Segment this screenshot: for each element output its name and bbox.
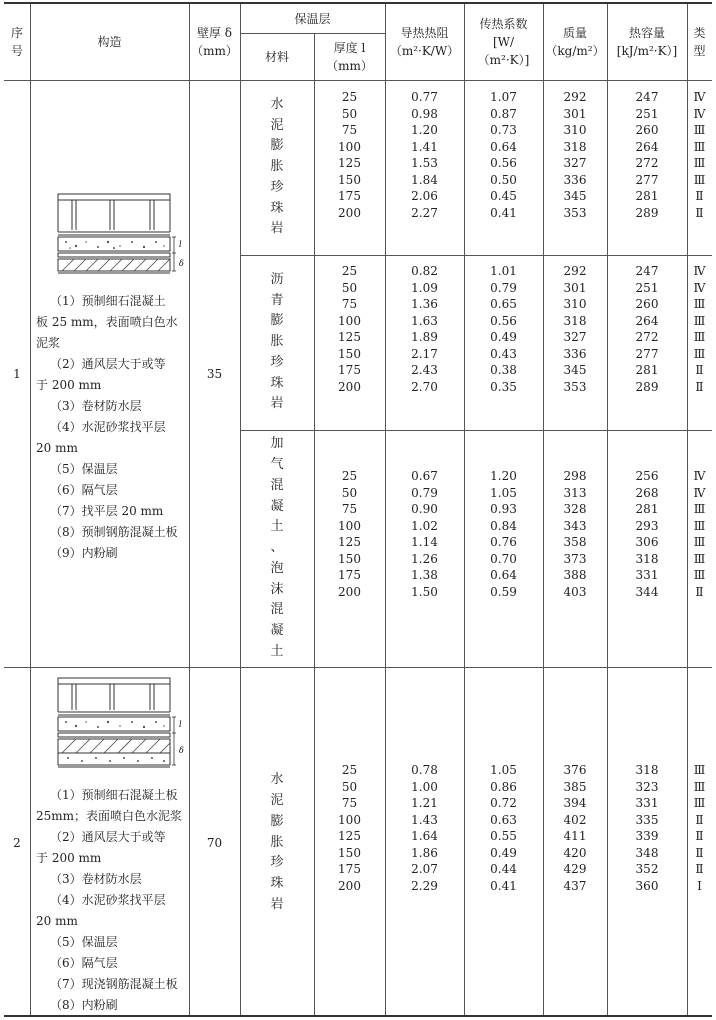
heat-transfer-coefficient-value: 0.86 [490,779,517,794]
material-name: 水 泥 膨 胀 珍 珠 岩 [270,772,284,912]
heat-capacity-value: 281 [635,502,659,516]
description-line: （1）预制细石混凝土板 [50,788,178,802]
type-value: Ⅲ [693,763,706,777]
type-value: Ⅱ [695,363,704,377]
insulation-thickness-value: 50 [341,106,358,121]
heat-capacity-value: 293 [635,518,659,533]
heat-transfer-coefficient-value: 0.43 [490,346,517,361]
heat-capacity-value: 323 [635,779,659,794]
mass-value: 420 [563,845,587,860]
heat-capacity-value: 277 [635,172,659,187]
insulation-thickness-value: 175 [338,862,361,876]
heat-capacity-column [607,263,687,395]
row-divider [4,667,712,668]
heat-capacity-value: 289 [635,205,659,220]
insulation-thickness-value: 125 [338,829,361,843]
svg-text:l: l [179,720,182,729]
heat-capacity-column [607,468,687,600]
heat-capacity-value: 268 [635,485,659,500]
heat-capacity-value: 264 [635,313,659,328]
row-2-wall-thickness: 70 [206,836,223,850]
thermal-resistance-value: 0.98 [411,106,438,121]
heat-transfer-coefficient-value: 1.07 [490,90,517,104]
type-value: Ⅱ [695,584,704,599]
type-column [687,468,712,600]
insulation-thickness-column [314,263,385,395]
heat-transfer-coefficient-value: 1.05 [490,485,517,500]
heat-transfer-coefficient-value: 0.84 [490,518,517,533]
mass-value: 358 [563,535,587,549]
insulation-thickness-value: 150 [338,551,361,566]
heat-transfer-coefficient-value: 0.55 [490,829,517,843]
insulation-thickness-value: 125 [338,535,361,549]
mass-value: 437 [563,878,587,893]
description-line: （7）现浇钢筋混凝土板 [50,977,178,991]
material-name: 水 泥 膨 胀 珍 珠 岩 [270,96,284,237]
mass-value: 353 [563,205,587,220]
heat-transfer-coefficient-value: 0.76 [490,535,517,549]
header-thermal-resistance: 导热热阻 （m²·K/W） [389,26,460,58]
mass-value: 385 [563,779,587,794]
thermal-resistance-value: 0.82 [411,264,438,278]
description-line: （5）保温层 [50,462,118,476]
thermal-resistance-value: 1.36 [411,297,438,311]
mass-value: 373 [563,551,587,566]
heat-capacity-value: 348 [635,845,659,860]
roof-section-diagram-1 [50,192,190,287]
type-value: Ⅱ [695,379,704,394]
thermal-resistance-value: 2.70 [411,379,438,394]
heat-capacity-value: 247 [635,90,659,104]
mass-value: 327 [563,330,587,344]
heat-capacity-value: 272 [635,156,659,170]
mass-value: 336 [563,172,587,187]
insulation-thickness-value: 100 [338,139,361,154]
type-value: Ⅲ [693,502,706,516]
thermal-resistance-value: 1.26 [411,551,438,566]
heat-capacity-value: 277 [635,346,659,361]
roof-insulation-table [4,2,712,1017]
insulation-thickness-column [314,468,385,600]
heat-capacity-value: 360 [635,878,659,893]
mass-value: 318 [563,139,587,154]
heat-capacity-column [607,89,687,221]
insulation-thickness-value: 100 [338,518,361,533]
insulation-thickness-value: 100 [338,313,361,328]
type-column [687,89,712,221]
heat-transfer-coefficient-value: 0.73 [490,123,517,137]
heat-capacity-value: 339 [635,829,659,843]
row-1-wall-thickness: 35 [206,366,223,381]
thermal-resistance-value: 0.90 [411,502,438,516]
heat-transfer-coefficient-value: 0.38 [490,363,517,377]
thermal-resistance-value: 0.67 [411,469,438,483]
thermal-resistance-column [385,89,464,221]
heat-transfer-coefficient-value: 0.70 [490,551,517,566]
insulation-thickness-value: 150 [338,845,361,860]
insulation-thickness-value: 25 [341,264,358,278]
type-value: Ⅱ [695,845,704,860]
insulation-thickness-value: 75 [341,796,358,810]
thermal-resistance-value: 1.20 [411,123,438,137]
description-line: （9）内粉刷 [50,546,118,560]
heat-capacity-value: 306 [635,535,659,549]
heat-transfer-coefficient-value: 1.01 [490,264,517,278]
header-heat-capacity: 热容量 [kJ/m²·K）] [616,26,678,58]
type-value: Ⅲ [693,346,706,361]
mass-value: 313 [563,485,587,500]
description-line: 25mm；表面喷白色水泥浆 [36,809,183,823]
heat-capacity-value: 256 [635,469,659,483]
type-value: Ⅲ [693,172,706,187]
thermal-resistance-value: 1.21 [411,796,438,810]
heat-capacity-value: 331 [635,568,659,582]
svg-text:δ: δ [179,259,184,268]
thermal-resistance-column [385,263,464,395]
heat-transfer-coefficient-value: 0.49 [490,845,517,860]
mass-value: 353 [563,379,587,394]
type-value: Ⅲ [693,535,706,549]
mass-value: 298 [563,469,587,483]
insulation-thickness-value: 175 [338,189,361,203]
type-value: Ⅰ [697,878,702,893]
insulation-thickness-column [314,89,385,221]
insulation-thickness-value: 175 [338,363,361,377]
thermal-resistance-value: 1.41 [411,139,438,154]
heat-transfer-coefficient-value: 0.64 [490,568,517,582]
header-no: 序 号 [10,26,23,58]
type-value: Ⅳ [693,90,706,104]
heat-transfer-coefficient-value: 0.49 [490,330,517,344]
heat-capacity-value: 264 [635,139,659,154]
description-line: （3）卷材防水层 [50,399,142,413]
header-material: 材料 [264,49,289,64]
mass-column [543,89,607,221]
type-value: Ⅲ [693,551,706,566]
type-value: Ⅱ [695,862,704,876]
type-column [687,263,712,395]
thermal-resistance-value: 1.43 [411,812,438,827]
heat-capacity-value: 318 [635,551,659,566]
heat-transfer-coefficient-value: 0.56 [490,313,517,328]
insulation-thickness-value: 175 [338,568,361,582]
heat-transfer-coefficient-value: 0.41 [490,878,517,893]
thermal-resistance-column [385,762,464,894]
thermal-resistance-value: 1.38 [411,568,438,582]
mass-column [543,468,607,600]
heat-capacity-value: 344 [635,584,659,599]
thermal-resistance-value: 1.64 [411,829,438,843]
type-value: Ⅲ [693,139,706,154]
thermal-resistance-value: 2.27 [411,205,438,220]
description-line: （8）内粉刷 [50,998,118,1012]
heat-transfer-coefficient-value: 0.50 [490,172,517,187]
insulation-thickness-value: 200 [338,584,361,599]
insulation-thickness-value: 200 [338,205,361,220]
heat-transfer-coefficient-value: 0.64 [490,139,517,154]
heat-transfer-coefficient-value: 0.72 [490,796,517,810]
heat-capacity-value: 251 [635,106,659,121]
insulation-thickness-value: 75 [341,123,358,137]
thermal-resistance-value: 1.63 [411,313,438,328]
mass-value: 345 [563,189,587,203]
thermal-resistance-value: 2.17 [411,346,438,361]
description-line: 20 mm [36,914,78,928]
type-value: Ⅳ [693,264,706,278]
type-value: Ⅳ [693,280,706,295]
heat-capacity-value: 281 [635,363,659,377]
heat-capacity-value: 335 [635,812,659,827]
mass-value: 388 [563,568,587,582]
thermal-resistance-value: 0.77 [411,90,438,104]
description-line: 20 mm [36,441,78,455]
heat-capacity-value: 247 [635,264,659,278]
description-line: （8）预制钢筋混凝土板 [50,525,178,539]
heat-transfer-coefficient-column [464,89,543,221]
description-line: 于 200 mm [36,851,102,865]
material-name: 加 气 混 凝 土 、 泡 沫 混 凝 土 [270,436,284,660]
insulation-thickness-value: 125 [338,156,361,170]
thermal-resistance-value: 2.07 [411,862,438,876]
heat-transfer-coefficient-value: 0.87 [490,106,517,121]
heat-transfer-coefficient-value: 1.05 [490,763,517,777]
insulation-thickness-value: 25 [341,90,358,104]
heat-capacity-value: 260 [635,297,659,311]
thermal-resistance-value: 1.53 [411,156,438,170]
heat-transfer-coefficient-value: 0.63 [490,812,517,827]
type-value: Ⅱ [695,812,704,827]
mass-column [543,263,607,395]
material-name: 沥 青 膨 胀 珍 珠 岩 [270,271,284,412]
mass-value: 310 [563,123,587,137]
mass-value: 403 [563,584,587,599]
description-line: （7）找平层 20 mm [50,504,164,518]
header-construction: 构造 [97,35,122,49]
heat-transfer-coefficient-value: 1.20 [490,469,517,483]
type-value: Ⅲ [693,123,706,137]
description-line: 于 200 mm [36,378,102,392]
thermal-resistance-value: 1.84 [411,172,438,187]
column-divider [30,4,31,1015]
mass-value: 292 [563,90,587,104]
header-bottom-rule [4,80,712,81]
mass-value: 318 [563,313,587,328]
header-insulation: 保温层 [294,11,331,26]
heat-transfer-coefficient-value: 0.59 [490,584,517,599]
insulation-thickness-value: 75 [341,297,358,311]
insulation-thickness-value: 50 [341,485,358,500]
type-value: Ⅲ [693,518,706,533]
type-value: Ⅱ [695,205,704,220]
mass-value: 301 [563,280,587,295]
insulation-thickness-value: 125 [338,330,361,344]
type-value: Ⅱ [695,189,704,203]
insulation-thickness-value: 25 [341,763,358,777]
mass-value: 411 [563,829,587,843]
insulation-thickness-value: 100 [338,812,361,827]
heat-capacity-value: 272 [635,330,659,344]
mass-value: 402 [563,812,587,827]
mass-value: 327 [563,156,587,170]
mass-value: 336 [563,346,587,361]
heat-capacity-value: 352 [635,862,659,876]
thermal-resistance-column [385,468,464,600]
mass-value: 394 [563,796,587,810]
heat-transfer-coefficient-value: 0.56 [490,156,517,170]
thermal-resistance-value: 2.06 [411,189,438,203]
description-line: 板 25 mm，表面喷白色水 [36,315,178,329]
insulation-thickness-value: 25 [341,469,358,483]
header-wall-thickness: 壁厚 δ （mm） [191,26,238,58]
heat-transfer-coefficient-value: 0.45 [490,189,517,203]
heat-capacity-value: 331 [635,796,659,810]
heat-capacity-value: 260 [635,123,659,137]
insulation-thickness-value: 50 [341,779,358,794]
description-line: （2）通风层大于或等 [50,830,166,844]
heat-transfer-coefficient-value: 0.35 [490,379,517,394]
row-2-description [36,785,182,1016]
heat-transfer-coefficient-column [464,263,543,395]
thermal-resistance-value: 1.86 [411,845,438,860]
mass-value: 310 [563,297,587,311]
roof-section-diagram-2 [50,676,190,776]
description-line: （5）保温层 [50,935,118,949]
description-line: （6）隔气层 [50,483,118,497]
row-1-no: 1 [13,366,21,381]
thermal-resistance-value: 1.50 [411,584,438,599]
thermal-resistance-value: 1.02 [411,518,438,533]
type-value: Ⅱ [695,829,704,843]
type-value: Ⅲ [693,297,706,311]
thermal-resistance-value: 1.14 [411,535,438,549]
thermal-resistance-value: 1.00 [411,779,438,794]
insulation-thickness-column [314,762,385,894]
header-heat-transfer-coefficient: 传热系数 [W/ （m²·K）] [477,17,530,67]
heat-transfer-coefficient-column [464,762,543,894]
type-value: Ⅲ [693,796,706,810]
mass-column [543,762,607,894]
insulation-thickness-value: 150 [338,172,361,187]
mass-value: 292 [563,264,587,278]
type-value: Ⅲ [693,779,706,794]
mass-value: 301 [563,106,587,121]
mass-value: 328 [563,502,587,516]
description-line: （4）水泥砂浆找平层 [50,893,166,907]
description-line: （1）预制细石混凝土 [50,294,166,308]
type-value: Ⅳ [693,485,706,500]
description-line: （3）卷材防水层 [50,872,142,886]
heat-transfer-coefficient-value: 0.93 [490,502,517,516]
heat-capacity-value: 281 [635,189,659,203]
type-column [687,762,712,894]
thermal-resistance-value: 1.09 [411,280,438,295]
type-value: Ⅲ [693,313,706,328]
row-2-no: 2 [13,836,21,850]
heat-transfer-coefficient-value: 0.65 [490,297,517,311]
thermal-resistance-value: 1.89 [411,330,438,344]
thermal-resistance-value: 0.79 [411,485,438,500]
type-value: Ⅳ [693,469,706,483]
heat-capacity-value: 318 [635,763,659,777]
header-type: 类 型 [693,26,706,58]
mass-value: 376 [563,763,587,777]
type-value: Ⅳ [693,106,706,121]
description-line: （2）通风层大于或等 [50,357,166,371]
mass-value: 345 [563,363,587,377]
type-value: Ⅲ [693,330,706,344]
insulation-thickness-value: 75 [341,502,358,516]
description-line: 泥浆 [36,336,61,350]
header-insulation-thickness: 厚度 l （mm） [326,40,373,73]
insulation-thickness-value: 200 [338,878,361,893]
mass-value: 343 [563,518,587,533]
insulation-thickness-value: 50 [341,280,358,295]
row-1-description [36,291,178,564]
header-mass: 质量 （kg/m²） [545,26,605,58]
description-line: （4）水泥砂浆找平层 [50,420,166,434]
heat-transfer-coefficient-column [464,468,543,600]
insulation-thickness-value: 200 [338,379,361,394]
type-value: Ⅲ [693,156,706,170]
insulation-thickness-value: 150 [338,346,361,361]
type-value: Ⅲ [693,568,706,582]
heat-capacity-value: 251 [635,280,659,295]
svg-text:δ: δ [179,746,184,755]
thermal-resistance-value: 2.29 [411,878,438,893]
heat-capacity-column [607,762,687,894]
mass-value: 429 [563,862,587,876]
thermal-resistance-value: 0.78 [411,763,438,777]
heat-transfer-coefficient-value: 0.79 [490,280,517,295]
description-line: （6）隔气层 [50,956,118,970]
svg-text:l: l [179,240,182,249]
heat-transfer-coefficient-value: 0.41 [490,205,517,220]
thermal-resistance-value: 2.43 [411,363,438,377]
heat-capacity-value: 289 [635,379,659,394]
heat-transfer-coefficient-value: 0.44 [490,862,517,876]
